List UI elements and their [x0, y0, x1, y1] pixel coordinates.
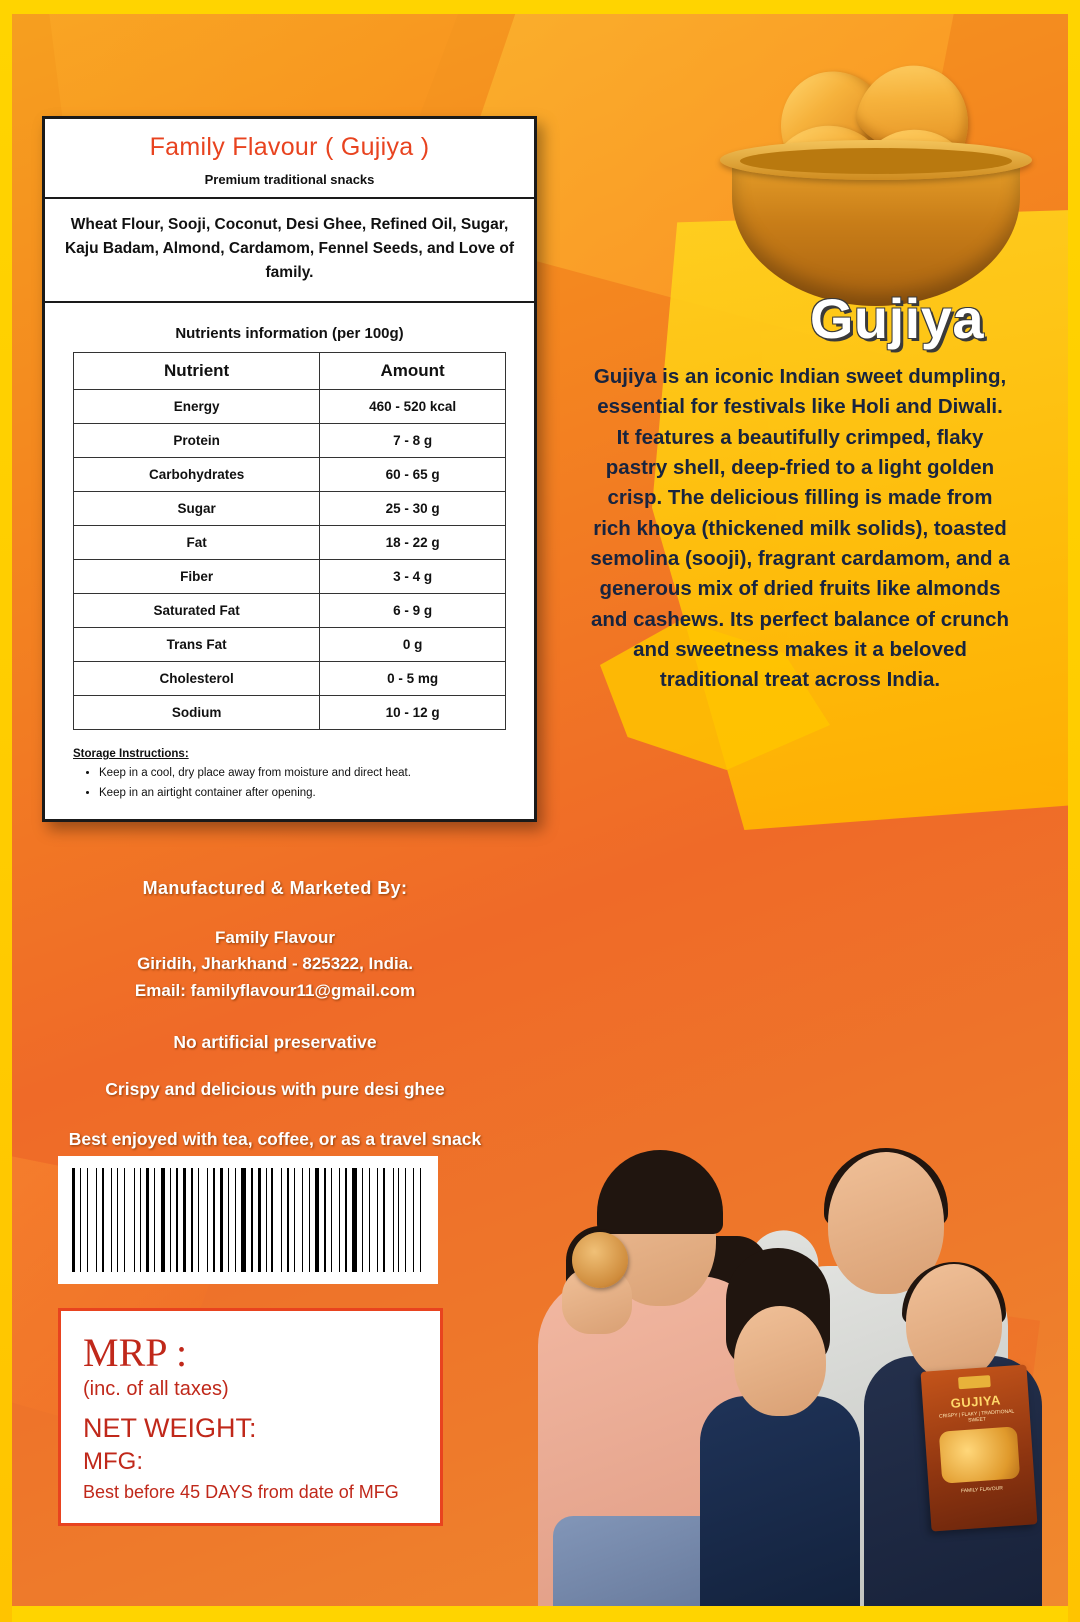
- barcode-stripe: [228, 1168, 229, 1272]
- top-border-strip: [0, 0, 1080, 14]
- cell-amount: 6 - 9 g: [320, 594, 506, 628]
- barcode-stripe: [102, 1168, 104, 1272]
- barcode-stripe: [321, 1168, 322, 1272]
- net-weight-label: NET WEIGHT:: [83, 1413, 257, 1443]
- barcode-stripe: [173, 1168, 174, 1272]
- cell-nutrient: Fiber: [74, 560, 320, 594]
- manufacturer-name: Family Flavour: [215, 928, 335, 947]
- barcode-stripe: [225, 1168, 226, 1272]
- barcode-stripe: [352, 1168, 357, 1272]
- barcode-stripe: [349, 1168, 350, 1272]
- barcode-stripe: [114, 1168, 115, 1272]
- barcode-stripe: [136, 1168, 138, 1272]
- cell-nutrient: Saturated Fat: [74, 594, 320, 628]
- barcode-stripe: [217, 1168, 218, 1272]
- barcode-stripe: [365, 1168, 367, 1272]
- table-header-row: [74, 353, 506, 390]
- bowl-inner-shadow: [740, 148, 1012, 174]
- claim-no-preservative: No artificial preservative: [173, 1032, 377, 1053]
- barcode-stripe: [90, 1168, 94, 1272]
- cell-amount: 60 - 65 g: [320, 458, 506, 492]
- barcode-stripe: [231, 1168, 233, 1272]
- barcode-stripe: [398, 1168, 399, 1272]
- barcode-stripe: [302, 1168, 303, 1272]
- barcode-stripe: [77, 1168, 78, 1272]
- pack-logo-icon: [958, 1375, 991, 1389]
- storage-item: • Keep in a cool, dry place away from moisture and direct heat.: [99, 764, 506, 784]
- cell-amount: 10 - 12 g: [320, 696, 506, 730]
- girl-body: [700, 1396, 860, 1606]
- barcode-stripe: [238, 1168, 239, 1272]
- barcode-stripe: [258, 1168, 261, 1272]
- cell-amount: 0 - 5 mg: [320, 662, 506, 696]
- cell-nutrient: Trans Fat: [74, 628, 320, 662]
- table-row: [74, 628, 506, 662]
- barcode: [58, 1156, 438, 1284]
- barcode-stripe: [176, 1168, 178, 1272]
- claim-serving-suggestion: Best enjoyed with tea, coffee, or as a travel snack: [68, 1129, 482, 1150]
- barcode-stripe: [191, 1168, 193, 1272]
- barcode-stripe: [80, 1168, 81, 1272]
- product-pack-held: [921, 1364, 1038, 1531]
- pack-footer: FAMILY FLAVOUR: [960, 1485, 1004, 1495]
- barcode-stripe: [287, 1168, 289, 1272]
- cell-nutrient: Cholesterol: [74, 662, 320, 696]
- barcode-stripe: [263, 1168, 264, 1272]
- gujiya-held-icon: [572, 1232, 628, 1288]
- barcode-stripe: [401, 1168, 403, 1272]
- barcode-stripe: [207, 1168, 208, 1272]
- barcode-stripe: [151, 1168, 152, 1272]
- cell-amount: 18 - 22 g: [320, 526, 506, 560]
- mfg-date-label: MFG:: [83, 1448, 143, 1475]
- barcode-stripe: [134, 1168, 135, 1272]
- barcode-stripe: [395, 1168, 396, 1272]
- barcode-stripe: [198, 1168, 199, 1272]
- pack-title: GUJIYA: [950, 1392, 1002, 1411]
- barcode-stripe: [210, 1168, 211, 1272]
- barcode-stripe: [309, 1168, 310, 1272]
- table-row: [74, 526, 506, 560]
- cell-amount: 0 g: [320, 628, 506, 662]
- barcode-stripe: [342, 1168, 343, 1272]
- barcode-stripe: [294, 1168, 295, 1272]
- barcode-stripe: [96, 1168, 97, 1272]
- mrp-label: MRP :: [83, 1330, 188, 1375]
- barcode-stripe: [362, 1168, 363, 1272]
- barcode-stripe: [328, 1168, 329, 1272]
- claim-desi-ghee: Crispy and delicious with pure desi ghee: [105, 1079, 445, 1100]
- barcode-stripe: [423, 1168, 424, 1272]
- barcode-stripe: [140, 1168, 141, 1272]
- cell-amount: 25 - 30 g: [320, 492, 506, 526]
- cell-nutrient: Sodium: [74, 696, 320, 730]
- barcode-stripe: [312, 1168, 313, 1272]
- table-row: [74, 458, 506, 492]
- table-header-amount: Amount: [320, 353, 506, 390]
- barcode-stripe: [315, 1168, 319, 1272]
- table-header-nutrient: Nutrient: [74, 353, 320, 390]
- product-description: Gujiya is an iconic Indian sweet dumpling, essential for festivals like Holi and Diwali. It features a beautifully crimped, flaky pastry shell, deep-fried to a light golden crisp. The delicious filling is made from rich khoya (thickened milk solids), toasted semolina (sooji), fragrant cardamom, and a generous mix of dried fruits like almonds and cashews. Its perfect balance of crunch and sweetness makes it a beloved traditional treat across India.: [590, 365, 1010, 692]
- nutrition-table: [73, 352, 506, 730]
- barcode-stripe: [83, 1168, 85, 1272]
- barcode-stripe: [106, 1168, 109, 1272]
- barcode-stripe: [183, 1168, 186, 1272]
- pack-subtitle: CRISPY | FLAKY | TRADITIONAL SWEET: [938, 1408, 1015, 1424]
- mrp-taxes-note: (inc. of all taxes): [83, 1378, 229, 1400]
- cell-nutrient: Fat: [74, 526, 320, 560]
- barcode-stripe: [275, 1168, 279, 1272]
- left-border-strip: [0, 0, 12, 1622]
- cell-amount: 3 - 4 g: [320, 560, 506, 594]
- barcode-stripe: [124, 1168, 125, 1272]
- ingredients-text: Wheat Flour, Sooji, Coconut, Desi Ghee, Refined Oil, Sugar, Kaju Badam, Almond, Cardamom, Fennel Seeds, and Love of family.: [45, 199, 534, 303]
- barcode-stripe: [380, 1168, 381, 1272]
- barcode-stripe: [387, 1168, 391, 1272]
- barcode-stripe: [157, 1168, 159, 1272]
- barcode-stripe: [372, 1168, 375, 1272]
- barcode-stripe: [154, 1168, 155, 1272]
- barcode-stripe: [143, 1168, 144, 1272]
- barcode-stripe: [235, 1168, 236, 1272]
- mrp-box: [58, 1308, 443, 1526]
- cell-nutrient: Sugar: [74, 492, 320, 526]
- barcode-stripe: [284, 1168, 285, 1272]
- barcode-stripe: [420, 1168, 421, 1272]
- barcode-stripe: [117, 1168, 118, 1272]
- label-header: [45, 119, 534, 199]
- product-title: Gujiya: [809, 287, 984, 350]
- bottom-border-strip: [0, 1606, 1080, 1622]
- woman-hair-top: [597, 1150, 723, 1234]
- barcode-stripe: [383, 1168, 385, 1272]
- barcode-stripe: [345, 1168, 347, 1272]
- barcode-stripe: [111, 1168, 112, 1272]
- manufacturer-block: [40, 878, 510, 1152]
- barcode-stripe: [170, 1168, 171, 1272]
- right-border-strip: [1068, 0, 1080, 1622]
- barcode-stripe: [359, 1168, 360, 1272]
- barcode-stripe: [405, 1168, 406, 1272]
- barcode-stripe: [281, 1168, 282, 1272]
- barcode-stripe: [324, 1168, 326, 1272]
- barcode-stripe: [188, 1168, 189, 1272]
- barcode-stripe: [201, 1168, 205, 1272]
- barcode-stripe: [291, 1168, 292, 1272]
- gujiya-bowl-illustration: [710, 60, 1040, 310]
- table-row: [74, 594, 506, 628]
- manufacturer-address: Giridih, Jharkhand - 825322, India.: [137, 954, 413, 974]
- manufacturer-email: Email: familyflavour11@gmail.com: [134, 980, 416, 1000]
- barcode-stripe: [180, 1168, 181, 1272]
- table-row: [74, 662, 506, 696]
- table-row: [74, 424, 506, 458]
- barcode-stripe: [127, 1168, 132, 1272]
- barcode-stripe: [271, 1168, 273, 1272]
- barcode-stripe: [72, 1168, 75, 1272]
- brand-title: Family Flavour ( Gujiya ): [149, 133, 430, 161]
- cell-nutrient: Carbohydrates: [74, 458, 320, 492]
- barcode-stripe: [331, 1168, 332, 1272]
- brand-subtitle: Premium traditional snacks: [204, 172, 375, 187]
- cell-amount: 460 - 520 kcal: [320, 390, 506, 424]
- barcode-stripe: [416, 1168, 418, 1272]
- barcode-stripe: [241, 1168, 246, 1272]
- nutrients-title: Nutrients information (per 100g): [175, 325, 404, 343]
- barcode-stripe: [334, 1168, 337, 1272]
- pack-product-image: [939, 1426, 1020, 1483]
- barcode-stripe: [377, 1168, 378, 1272]
- storage-instructions: [73, 748, 506, 803]
- barcode-stripe: [161, 1168, 165, 1272]
- barcode-stripe: [120, 1168, 122, 1272]
- barcode-stripe: [167, 1168, 168, 1272]
- barcode-stripe: [248, 1168, 249, 1272]
- storage-item: • Keep in an airtight container after opening.: [99, 784, 506, 804]
- product-label-card: [42, 116, 537, 822]
- barcode-stripe: [339, 1168, 340, 1272]
- barcode-stripe: [268, 1168, 269, 1272]
- family-photo: [448, 806, 1068, 1606]
- manufacturer-details: [40, 925, 510, 1004]
- barcode-stripe: [220, 1168, 223, 1272]
- girl-head: [734, 1306, 826, 1416]
- barcode-stripe: [251, 1168, 253, 1272]
- table-row: [74, 560, 506, 594]
- barcode-stripe: [213, 1168, 215, 1272]
- barcode-stripe: [195, 1168, 196, 1272]
- storage-title: Storage Instructions:: [73, 748, 189, 761]
- cell-amount: 7 - 8 g: [320, 424, 506, 458]
- cell-nutrient: Protein: [74, 424, 320, 458]
- barcode-stripe: [255, 1168, 256, 1272]
- barcode-stripe: [297, 1168, 300, 1272]
- barcode-stripe: [266, 1168, 267, 1272]
- cell-nutrient: Energy: [74, 390, 320, 424]
- barcode-stripe: [305, 1168, 307, 1272]
- barcode-stripe: [369, 1168, 370, 1272]
- barcode-stripe: [393, 1168, 394, 1272]
- table-row: [74, 492, 506, 526]
- best-before-text: Best before 45 DAYS from date of MFG: [83, 1482, 399, 1502]
- barcode-stripe: [408, 1168, 411, 1272]
- table-row: [74, 696, 506, 730]
- barcode-stripe: [87, 1168, 88, 1272]
- boy-head: [906, 1264, 1002, 1380]
- barcode-stripe: [146, 1168, 149, 1272]
- barcode-stripe: [413, 1168, 414, 1272]
- manufacturer-heading: Manufactured & Marketed By:: [142, 878, 408, 898]
- barcode-stripe: [99, 1168, 100, 1272]
- table-row: [74, 390, 506, 424]
